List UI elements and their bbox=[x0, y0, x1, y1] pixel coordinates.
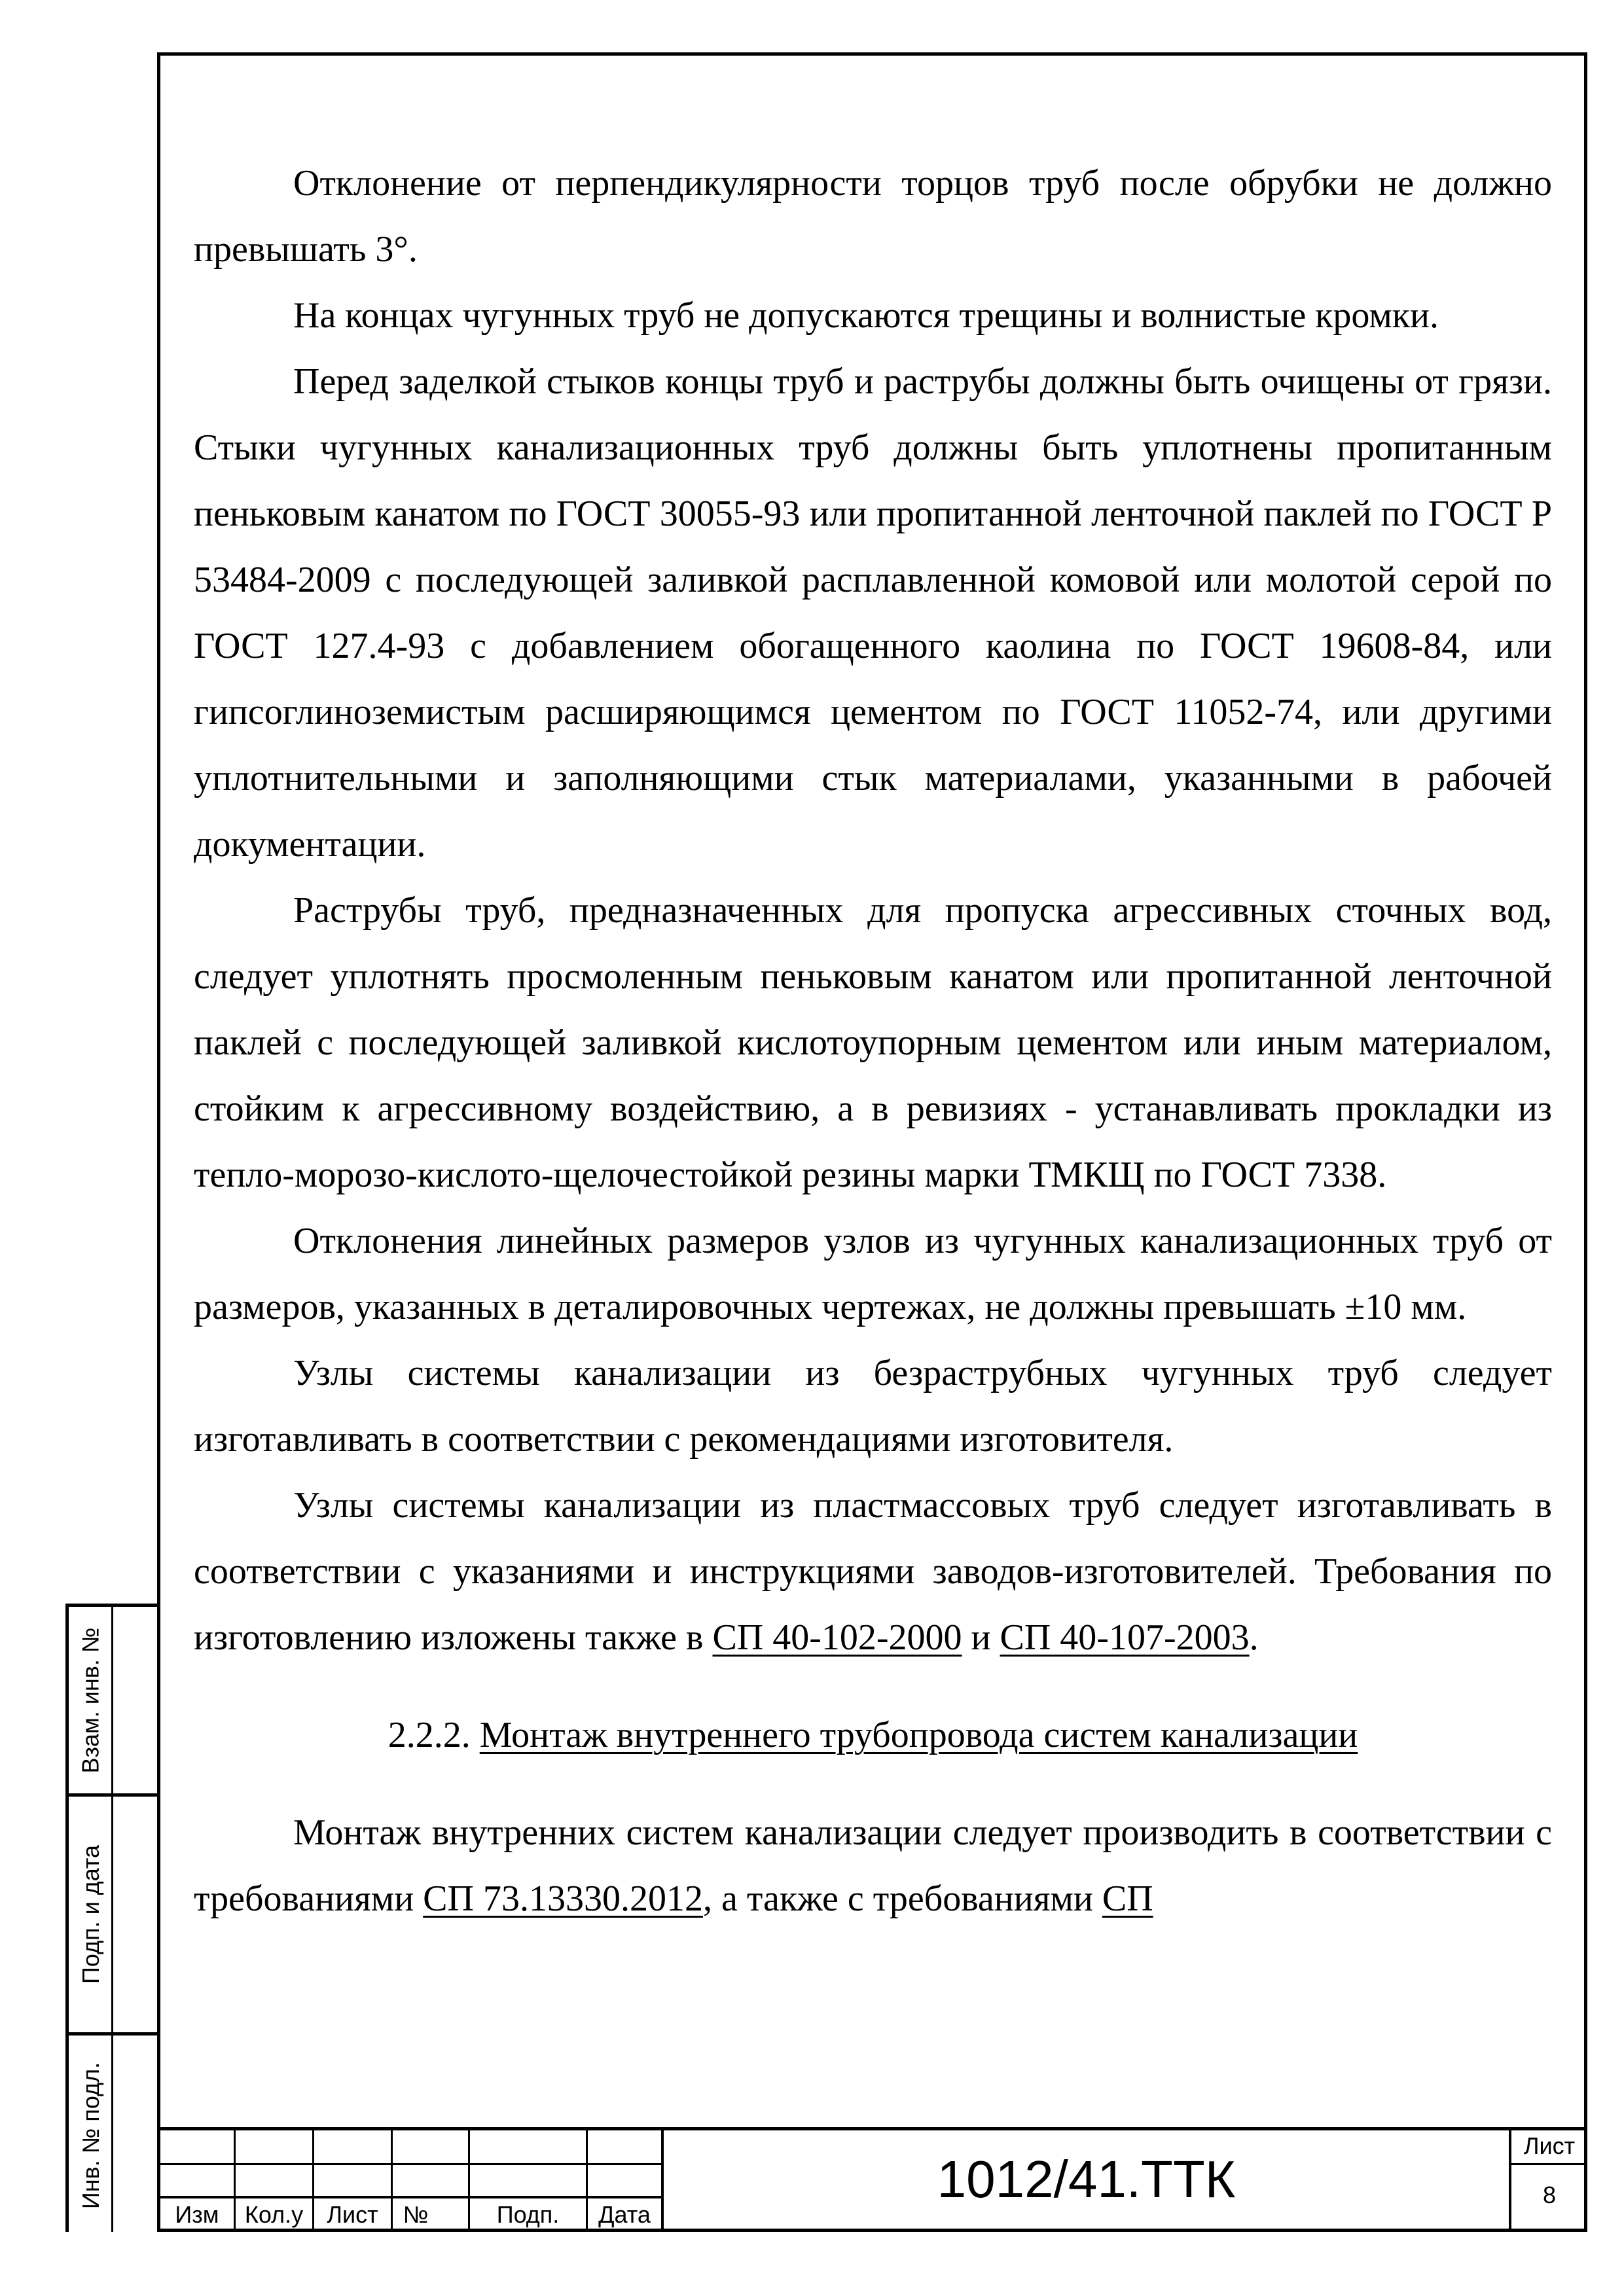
stamp-label-original-inv: Инв. № подл. bbox=[77, 2062, 104, 2209]
reference-link[interactable]: СП 40-102-2000 bbox=[712, 1617, 962, 1658]
title-block bbox=[157, 2127, 1587, 2232]
paragraph-text: Узлы системы канализации из пластмассовых труб следует изготавливать в соответствии с указаниями и инструкциями заводов-изготовителей. Требования по изготовлению изложены также в bbox=[194, 1485, 1552, 1658]
reference-link[interactable]: СП 73.13330.2012 bbox=[423, 1878, 703, 1919]
document-code: 1012/41.ТТК bbox=[937, 2150, 1236, 2208]
sheet-label: Лист bbox=[1523, 2132, 1576, 2159]
paragraph: Перед заделкой стыков концы труб и раструбы должны быть очищены от грязи. Стыки чугунных канализационных труб должны быть уплотнены пропитанным пеньковым канатом по ГОСТ 30055-93 или пропитанной ленточной паклей по ГОСТ Р 53484-2009 с последующей заливкой расплавленной комовой или молотой серой по ГОСТ 127.4-93 с добавлением обогащенного каолина по ГОСТ 19608-84, или гипсоглиноземистым расширяющимся цементом по ГОСТ 11052-74, или другими уплотнительными и заполняющими стык материалами, указанными в рабочей документации. bbox=[194, 361, 1552, 865]
heading-number: 2.2.2. bbox=[388, 1715, 480, 1755]
paragraph-text: , а также с требованиями bbox=[702, 1878, 1102, 1919]
divider bbox=[111, 1607, 113, 2232]
paragraph-text: . bbox=[1249, 1617, 1259, 1658]
paragraph: Отклонения линейных размеров узлов из чугунных канализационных труб от размеров, указанных в деталировочных чертежах, не должны превышать ±10 мм. bbox=[194, 1221, 1552, 1327]
section-heading bbox=[194, 1702, 1552, 1768]
column-label-list: Лист bbox=[327, 2201, 378, 2228]
side-stamp bbox=[65, 1604, 157, 2232]
paragraph bbox=[194, 1800, 1552, 1932]
paragraph: Отклонение от перпендикулярности торцов труб после обрубки не должно превышать 3°. bbox=[194, 163, 1552, 270]
paragraph bbox=[194, 1473, 1552, 1671]
heading-text: Монтаж внутреннего трубопровода систем канализации bbox=[479, 1715, 1358, 1755]
paragraph-text: Монтаж внутренних систем канализации следует производить в соответствии с требованиями bbox=[194, 1812, 1552, 1919]
column-label-number: № bbox=[403, 2201, 429, 2228]
stamp-label-signature-date: Подп. и дата bbox=[77, 1844, 104, 1984]
paragraph-text: и bbox=[962, 1617, 1000, 1658]
reference-link[interactable]: СП 40-107-2003 bbox=[1000, 1617, 1250, 1658]
reference-link[interactable]: СП bbox=[1102, 1878, 1153, 1919]
document-body bbox=[194, 151, 1552, 1932]
paragraph: Раструбы труб, предназначенных для пропуска агрессивных сточных вод, следует уплотнять просмоленным пеньковым канатом или пропитанной ленточной паклей с последующей заливкой кислотоупорным цементом или иным материалом, стойким к агрессивному воздействию, а в ревизиях - устанавливать прокладки из тепло-морозо-кислото-щелочестойкой резины марки ТМКЩ по ГОСТ 7338. bbox=[194, 890, 1552, 1195]
column-label-date: Дата bbox=[598, 2201, 651, 2228]
column-label-signature: Подп. bbox=[496, 2201, 560, 2228]
divider bbox=[1509, 2163, 1587, 2165]
column-label-izm: Изм bbox=[175, 2201, 219, 2228]
paragraph: На концах чугунных труб не допускаются трещины и волнистые кромки. bbox=[293, 295, 1439, 336]
sheet-number: 8 bbox=[1542, 2181, 1557, 2208]
stamp-label-replaced-inv: Взам. инв. № bbox=[77, 1626, 104, 1774]
column-label-kolu: Кол.у bbox=[244, 2201, 304, 2228]
paragraph: Узлы системы канализации из безраструбных чугунных труб следует изготавливать в соответствии с рекомендациями изготовителя. bbox=[194, 1353, 1552, 1460]
